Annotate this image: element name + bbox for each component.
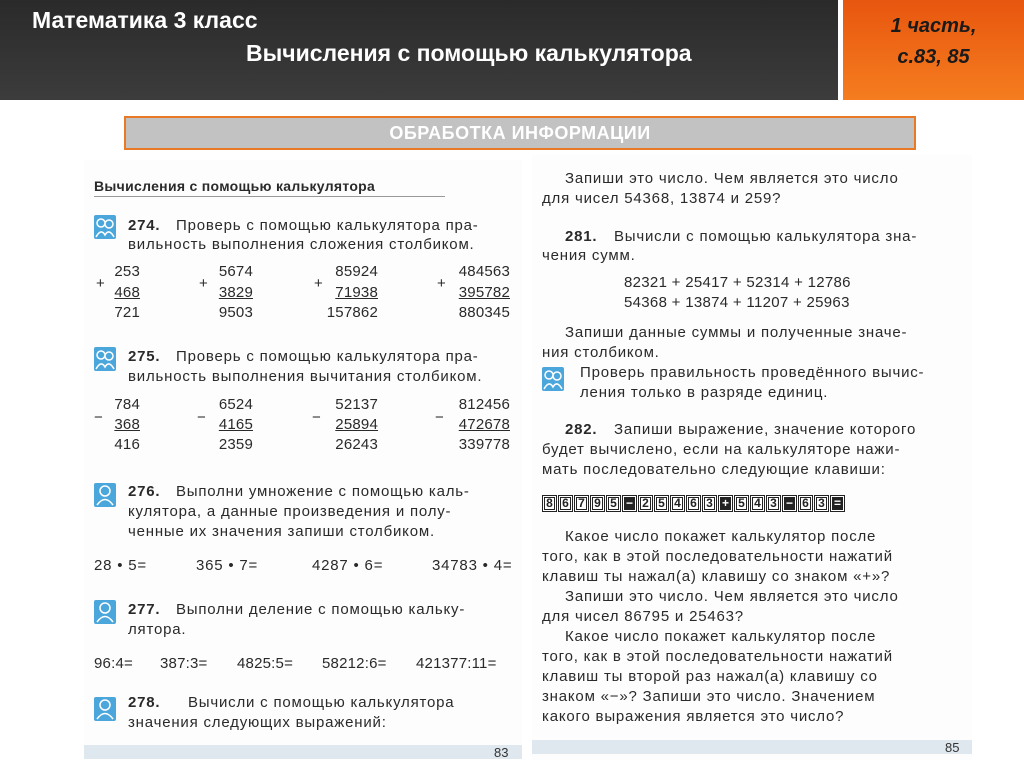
- exercise-277-text-line2: лятора.: [128, 621, 187, 638]
- pages-label: с.83, 85: [897, 46, 970, 68]
- division-item: 58212:6=: [322, 655, 387, 672]
- addend-1: 5674: [218, 263, 253, 280]
- sum-expression-1: 82321 + 25417 + 52314 + 12786: [624, 274, 851, 291]
- division-item: 96:4=: [94, 655, 133, 672]
- child-icon: [94, 483, 116, 507]
- sum-result: 721: [114, 304, 140, 321]
- exercise-278-text-line1: Вычисли с помощью калькулятора: [188, 694, 455, 711]
- addend-2: 71938: [335, 284, 378, 301]
- calculator-key: 5: [606, 495, 621, 512]
- exercise-282-text-line3: мать последовательно следующие клавиши:: [542, 461, 886, 478]
- exercise-276-text-line3: ченные их значения запиши столбиком.: [128, 523, 435, 540]
- child-icon: [94, 600, 116, 624]
- page-number-right: 85: [945, 740, 960, 755]
- difference-result: 416: [114, 436, 140, 453]
- slide-header: [0, 0, 838, 100]
- exercise-number-278: 278.: [128, 694, 161, 711]
- pair-of-children-icon: [94, 347, 116, 371]
- exercise-274-text-line2: вильность выполнения сложения столбиком.: [128, 236, 475, 253]
- sum-result: 880345: [458, 304, 510, 321]
- exercise-282-question-line7: того, как в этой последовательности нажатий: [542, 648, 893, 665]
- continued-text-line1: Запиши это число. Чем является это число: [565, 170, 899, 187]
- exercise-281-text-line5: Проверь правильность проведённого вычис-: [580, 364, 925, 381]
- calculator-key: 7: [574, 495, 589, 512]
- multiplication-item: 365 • 7=: [196, 557, 259, 574]
- calculator-key: 3: [814, 495, 829, 512]
- exercise-282-question-line2: того, как в этой последовательности нажатий: [542, 548, 893, 565]
- calculator-key: 6: [558, 495, 573, 512]
- banner-text: ОБРАБОТКА ИНФОРМАЦИИ: [389, 123, 651, 143]
- plus-sign: +: [437, 275, 447, 292]
- addend-2: 3829: [218, 284, 253, 301]
- exercise-number-281: 281.: [565, 228, 598, 245]
- exercise-281-text-line4: ния столбиком.: [542, 344, 660, 361]
- exercise-276-text-line2: кулятора, а данные произведения и полу-: [128, 503, 452, 520]
- exercise-282-question-line8: клавиш ты второй раз нажал(а) клавишу со: [542, 668, 878, 685]
- subtrahend: 4165: [218, 416, 253, 433]
- sum-expression-2: 54368 + 13874 + 11207 + 25963: [624, 294, 850, 311]
- addend-1: 253: [114, 263, 140, 280]
- multiplication-item: 34783 • 4=: [432, 557, 513, 574]
- exercise-274-text-line1: Проверь с помощью калькулятора пра-: [176, 217, 479, 234]
- subtrahend: 25894: [335, 416, 378, 433]
- pair-of-children-icon: [542, 367, 564, 391]
- multiplication-item: 4287 • 6=: [312, 557, 384, 574]
- minuend: 6524: [218, 396, 253, 413]
- minuend: 812456: [458, 396, 510, 413]
- slide-title: Математика 3 класс: [32, 7, 258, 33]
- section-heading: Вычисления с помощью калькулятора: [94, 176, 445, 197]
- calculator-key-plus: +: [718, 495, 733, 512]
- exercise-282-text-line2: будет вычислено, если на калькуляторе нажи-: [542, 441, 901, 458]
- addend-1: 85924: [335, 263, 378, 280]
- page-footer-bar: [532, 740, 972, 754]
- plus-sign: +: [199, 275, 209, 292]
- division-item: 387:3=: [160, 655, 208, 672]
- calculator-key-minus: −: [622, 495, 637, 512]
- minus-sign: −: [312, 409, 322, 426]
- addend-1: 484563: [458, 263, 510, 280]
- exercise-282-question-line4: Запиши это число. Чем является это число: [565, 588, 899, 605]
- continued-text-line2: для чисел 54368, 13874 и 259?: [542, 190, 782, 207]
- calculator-key-minus: −: [782, 495, 797, 512]
- calculator-key: 6: [798, 495, 813, 512]
- exercise-276-text-line1: Выполни умножение с помощью каль-: [176, 483, 470, 500]
- exercise-number-282: 282.: [565, 421, 598, 438]
- page-number-left: 83: [494, 745, 509, 760]
- calculator-key: 5: [734, 495, 749, 512]
- exercise-281-text-line6: ления только в разряде единиц.: [580, 384, 829, 401]
- calculator-key: 4: [750, 495, 765, 512]
- exercise-282-question-line5: для чисел 86795 и 25463?: [542, 608, 744, 625]
- division-item: 4825:5=: [237, 655, 294, 672]
- exercise-282-question-line10: какого выражения является это число?: [542, 708, 845, 725]
- sum-result: 157862: [326, 304, 378, 321]
- calculator-key: 6: [686, 495, 701, 512]
- addend-2: 395782: [458, 284, 510, 301]
- child-icon: [94, 697, 116, 721]
- exercise-282-question-line9: знаком «−»? Запиши это число. Значением: [542, 688, 876, 705]
- calculator-key: 3: [702, 495, 717, 512]
- page-footer-bar: [84, 745, 522, 759]
- plus-sign: +: [96, 275, 106, 292]
- difference-result: 339778: [458, 436, 510, 453]
- plus-sign: +: [314, 275, 324, 292]
- exercise-282-question-line3: клавиш ты нажал(а) клавишу со знаком «+»?: [542, 568, 891, 585]
- exercise-282-question-line6: Какое число покажет калькулятор после: [565, 628, 877, 645]
- exercise-282-question-line1: Какое число покажет калькулятор после: [565, 528, 877, 545]
- calculator-key: 8: [542, 495, 557, 512]
- multiplication-item: 28 • 5=: [94, 557, 147, 574]
- exercise-281-text-line1: Вычисли с помощью калькулятора зна-: [614, 228, 918, 245]
- calculator-key: 9: [590, 495, 605, 512]
- exercise-277-text-line1: Выполни деление с помощью кальку-: [176, 601, 466, 618]
- slide-subtitle: Вычисления с помощью калькулятора: [246, 40, 692, 66]
- difference-result: 26243: [335, 436, 378, 453]
- exercise-number-275: 275.: [128, 348, 161, 365]
- exercise-number-276: 276.: [128, 483, 161, 500]
- minuend: 52137: [335, 396, 378, 413]
- calculator-key: 2: [638, 495, 653, 512]
- division-item: 421377:11=: [416, 655, 497, 672]
- difference-result: 2359: [218, 436, 253, 453]
- subtrahend: 472678: [458, 416, 510, 433]
- minus-sign: −: [435, 409, 445, 426]
- exercise-281-text-line2: чения сумм.: [542, 247, 636, 264]
- minus-sign: −: [197, 409, 207, 426]
- section-banner: [124, 116, 916, 150]
- minus-sign: −: [94, 409, 104, 426]
- calculator-key-equals: =: [830, 495, 845, 512]
- calculator-key: 3: [766, 495, 781, 512]
- exercise-281-text-line3: Запиши данные суммы и полученные значе-: [565, 324, 908, 341]
- exercise-278-text-line2: значения следующих выражений:: [128, 714, 387, 731]
- exercise-282-text-line1: Запиши выражение, значение которого: [614, 421, 917, 438]
- exercise-number-277: 277.: [128, 601, 161, 618]
- addend-2: 468: [114, 284, 140, 301]
- exercise-number-274: 274.: [128, 217, 161, 234]
- subtrahend: 368: [114, 416, 140, 433]
- pair-of-children-icon: [94, 215, 116, 239]
- minuend: 784: [114, 396, 140, 413]
- sum-result: 9503: [218, 304, 253, 321]
- calculator-key-sequence: [542, 495, 967, 515]
- page-reference-box: [843, 0, 1024, 100]
- calculator-key: 4: [670, 495, 685, 512]
- calculator-key: 5: [654, 495, 669, 512]
- exercise-275-text-line1: Проверь с помощью калькулятора пра-: [176, 348, 479, 365]
- part-label: 1 часть,: [890, 15, 977, 37]
- exercise-275-text-line2: вильность выполнения вычитания столбиком.: [128, 368, 483, 385]
